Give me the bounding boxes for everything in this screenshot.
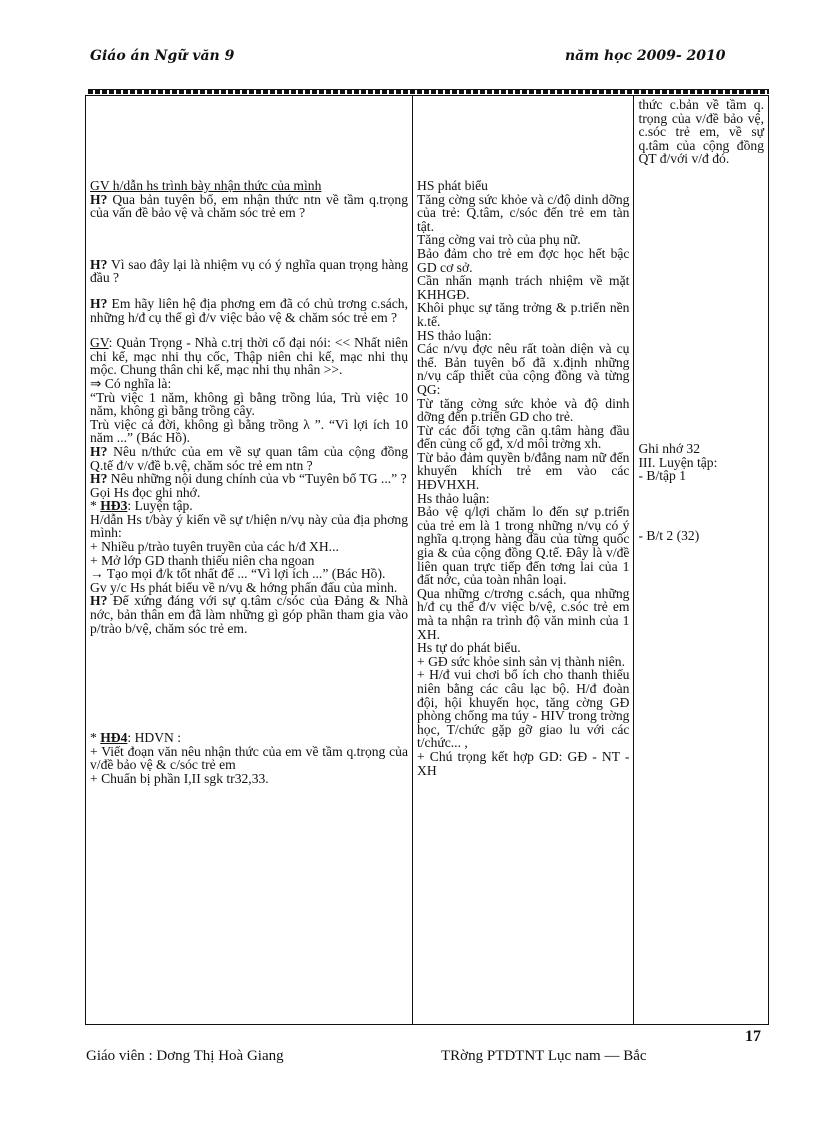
text-line: + Nhiều p/trào tuyên truyền của các h/đ XH... xyxy=(90,539,339,555)
question-marker: H? xyxy=(90,256,111,272)
text-line: Qua những c/trơng c.sách, qua những h/đ cụ thể đ/v việc b/vệ, c.sóc trẻ em mà ta nhận ra trình độ văn minh của 1 XH. xyxy=(417,585,630,642)
text-line: + GĐ sức khỏe sinh sản vị thành niên. xyxy=(417,653,625,669)
question-marker: H? xyxy=(90,295,112,311)
question-marker: H? xyxy=(90,191,113,207)
text-line: Từ bảo đảm quyền b/đẳng nam nữ đến khuyến khích trẻ em vào các HĐVHXH. xyxy=(417,449,630,493)
text-line: GV xyxy=(90,335,109,351)
footer-school: TRờng PTDTNT Lục nam — Bắc xyxy=(441,1048,647,1064)
text-line: → Tạo mọi đ/k tốt nhất để ... “Vì lợi ích ...” (Bác Hồ). xyxy=(90,566,386,582)
text-line: Hs tự do phát biểu. xyxy=(417,640,521,656)
text-line: Hs thảo luận: xyxy=(417,490,490,506)
section-label: HĐ4 xyxy=(100,730,128,746)
text-line: - B/t 2 (32) xyxy=(638,527,700,543)
text-line: : HDVN : xyxy=(127,730,182,746)
text-line: : Luyện tập. xyxy=(127,498,193,514)
text-line: * xyxy=(90,498,101,514)
text-line: Vì sao đây lại là nhiệm vụ có ý nghĩa quan trọng hàng đầu ? xyxy=(90,256,408,286)
student-activity-column xyxy=(413,96,634,1025)
text-line: Từ tăng cờng sức khỏe và độ dinh dỡng đến p.triển GD cho trẻ. xyxy=(417,395,630,425)
text-line: + Chuẩn bị phần I,II sgk tr32,33. xyxy=(90,771,269,786)
page-number: 17 xyxy=(745,1028,761,1045)
text-line: HS thảo luận: xyxy=(417,327,492,343)
text-line: Bảo vệ q/lợi chăm lo đến sự p.triển của trẻ em là 1 trong những n/vụ có ý nghĩa q.trọng hàng đầu của từng quốc gia & của cộng đồng Q.tế. Đây là v/đề liên quan trực tiếp đến tơng lai của 1 đất nớc, của toàn nhân loại. xyxy=(417,504,630,588)
question-marker: H? xyxy=(90,593,113,609)
text-line: Cần nhấn mạnh trách nhiệm về mặt KHHGĐ. xyxy=(417,273,630,302)
header-right: năm học 2009- 2010 xyxy=(565,48,726,64)
text-line: Nêu những nội dung chính của vb “Tuyên bố TG ...” ? xyxy=(110,471,407,487)
text-line: Tăng cờng vai trò của phụ nữ. xyxy=(417,232,581,248)
text-line: “Trù việc 1 năm, không gì bằng trồng lúa, Trù việc 10 năm, không gì bằng trồng cây. xyxy=(90,389,408,419)
text-line: - B/tập 1 xyxy=(638,468,687,484)
text-line: H/dẫn Hs t/bày ý kiến về sự t/hiện n/vụ này của địa phơng mình: xyxy=(90,511,408,541)
text-line: + H/đ vui chơi bổ ích cho thanh thiếu niên bằng các câu lạc bộ. H/đ đoàn đội, hội khuyến học, tăng cờng GĐ phòng chống ma túy - HIV trong trờng học, T/chức gặp gỡ giao lu với các t/chức... , xyxy=(417,667,630,751)
question-marker: H? xyxy=(90,443,114,459)
header-rule xyxy=(88,89,769,94)
header-left: Giáo án Ngữ văn 9 xyxy=(90,48,235,64)
text-line: Gọi Hs đọc ghi nhớ. xyxy=(90,484,201,500)
text-line: Tăng cờng sức khỏe và c/độ dinh dỡng của trẻ: Q.tâm, c/sóc đến trẻ em tàn tật. xyxy=(417,191,630,234)
text-line: Để xứng đáng với sự q.tâm c/sóc của Đảng & Nhà nớc, bản thân em đã làm những gì góp phần tham gia vào p/trào b/vệ, chăm sóc trẻ em. xyxy=(90,593,408,636)
text-line: Gv y/c Hs phát biểu về n/vụ & hớng phấn đấu của mình. xyxy=(90,579,398,595)
text-line: GV h/dẫn hs trình bày nhận thức của mình xyxy=(90,178,322,193)
lesson-table xyxy=(85,95,769,1025)
text-line: Khôi phục sự tăng trởng & p.triển nền k.tế. xyxy=(417,300,630,329)
teacher-activity-column xyxy=(86,96,413,1025)
text-line: Từ các đối tợng cần q.tâm hàng đầu đến củng cố gđ, x/d môi trờng xh. xyxy=(417,422,630,452)
text-line: Bảo đảm cho trẻ em đợc học hết bậc GD cơ sở. xyxy=(417,245,630,275)
text-line: : Quản Trọng - Nhà c.trị thời cổ đại nói: << Nhất niên chi kế, mạc nhi thụ cốc, Thập niên chi kế, mạc nhi thụ mộc. Chung thân chi kế, mạc nhi thụ nhân >>. xyxy=(90,335,408,378)
content-column xyxy=(634,96,769,1025)
text-line: Các n/vụ đợc nêu rất toàn diện và cụ thể. Bản tuyên bố đã x.định những n/vụ cấp thiết của cộng đồng và từng QG: xyxy=(417,341,630,397)
text-line: * xyxy=(90,730,101,746)
footer-teacher: Giáo viên : Dơng Thị Hoà Giang xyxy=(86,1048,284,1064)
question-marker: H? xyxy=(90,471,111,487)
text-line: Ghi nhớ 32 xyxy=(638,440,701,456)
text-line: + Chú trọng kết hợp GD: GĐ - NT - XH xyxy=(417,748,630,778)
text-line: III. Luyện tập: xyxy=(638,454,718,470)
text-line: HS phát biểu xyxy=(417,178,488,193)
text-line: Nêu n/thức của em về sự quan tâm của cộng đồng Q.tế đ/v v/đề b.vệ, chăm sóc trẻ em ntn ? xyxy=(90,443,408,473)
text-line: ⇒ Có nghĩa là: xyxy=(90,375,172,391)
text-line: + Viết đoạn văn nêu nhận thức của em về tầm q.trọng của v/đề bảo vệ & c/sóc trẻ em xyxy=(90,743,408,773)
text-line: Em hãy liên hệ địa phơng em đã có chủ trơng c.sách, những h/đ cụ thể gì đ/v việc bảo vệ & chăm sóc trẻ em ? xyxy=(90,295,408,325)
text-line: thức c.bản về tầm q. trọng của v/đề bảo vệ, c.sóc trẻ em, về sự q.tâm của cộng đồng QT đ/với v/đ đó. xyxy=(638,97,764,167)
section-label: HĐ3 xyxy=(100,498,128,514)
text-line: Qua bản tuyên bố, em nhận thức ntn về tầm q.trọng của vấn đề bảo vệ và chăm sóc trẻ em ? xyxy=(90,191,408,221)
text-line: Trù việc cả đời, không gì bằng trồng λ ”. “Vì lợi ích 10 năm ...” (Bác Hồ). xyxy=(90,416,408,446)
text-line: + Mở lớp GD thanh thiếu niên cha ngoan xyxy=(90,552,315,568)
